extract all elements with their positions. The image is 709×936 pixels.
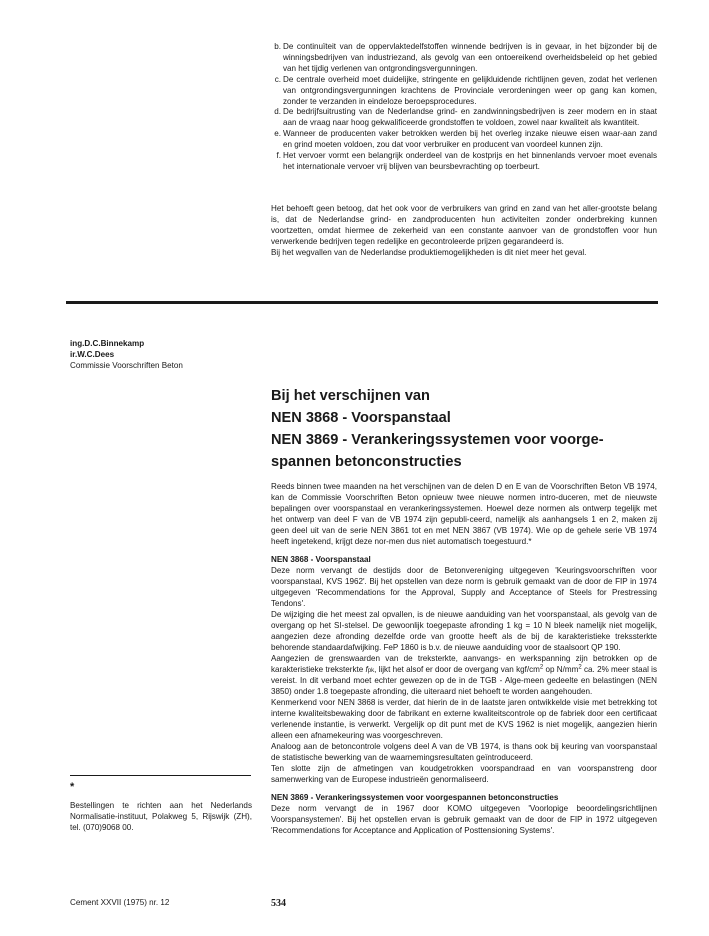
list-marker: f.	[276, 151, 281, 161]
list-item	[271, 75, 657, 108]
list-item-text: Het vervoer vormt een belangrijk onderdeel van de kostprijs en het binnenlands vervoer moet evenals het internationale vervoer vrij blijven van beursbevrachting op toerbeurt.	[283, 151, 657, 171]
section-divider	[66, 301, 658, 304]
page-number: 534	[271, 898, 286, 909]
paragraph-last-line: Bij het wegvallen van de Nederlandse produktiemogelijkheden is dit niet meer het geval.	[271, 247, 587, 257]
journal-citation: Cement XXVII (1975) nr. 12	[70, 898, 170, 907]
text-run: Aangezien de grenswaarden van de treksterkte, aanvangs- en werkspanning zijn betrokken op de karakteristieke treksterkte	[271, 653, 657, 674]
superscript: 2	[578, 663, 582, 670]
text-run: ca. 2% meer staal is vereist. In dit verband moet echter gewezen op de in de TGB - Alge-meen gedeelte en belastingen (NEN 3850) onder 1.8 toegepaste afronding, die uiteraard niet behoeft te worden aangehouden.	[271, 664, 657, 697]
list-item	[271, 151, 657, 173]
body-paragraph: Analoog aan de betoncontrole volgens deel A van de VB 1974, is thans ook bij keuring van voorspanstaal de statistische bewerking van de waarnemingsresultaten geïntroduceerd.	[271, 741, 657, 762]
title-line: spannen betonconstructies	[271, 454, 462, 470]
list-item-text: Wanneer de producenten vaker betrokken werden bij het overleg inzake nieuwe eisen waar-aan zand en grind moeten voldoen, zou dat voor verbruiker en producent van voordeel kunnen zijn.	[283, 129, 657, 150]
subscript: pk	[367, 667, 375, 674]
conclusions-list	[271, 42, 657, 173]
section-heading: NEN 3868 - Voorspanstaal	[271, 555, 371, 565]
paragraph-text: Het behoeft geen betoog, dat het ook voor de verbruikers van grind en zand van het aller-grootste belang is, dat de Nederlandse grind- en zandproducenten hun activiteiten zonder onderbreking kunnen voortzetten, omdat hiermee de zekerheid van een constante aanvoer van de grondstoffen voor hun verwerkende bedrijven tegen redelijke en gecontroleerde prijzen gegarandeerd is.	[271, 204, 657, 246]
list-item-text: De continuïteit van de oppervlaktedelfstoffen winnende bedrijven is in gevaar, in het bijzonder bij de winningsbedrijven van industriezand, als gevolg van een ontoereikend overheidsbeleid op het gebied van het tijdig verlenen van ontgrondingsvergunningen.	[283, 42, 657, 73]
body-paragraph	[271, 654, 657, 699]
list-marker: c.	[274, 74, 281, 84]
list-item-text: De bedrijfsuitrusting van de Nederlandse grind- en zandwinningsbedrijven is zeer modern en in staat aan de vraag naar hoog gekwalificeerde grondstoffen te voldoen, zowel naar kwaliteit als kwantiteit.	[283, 107, 657, 128]
list-item	[271, 107, 657, 129]
title-line: NEN 3868 - Voorspanstaal	[271, 410, 451, 426]
body-paragraph: Reeds binnen twee maanden na het verschijnen van de delen D en E van de Voorschriften Beton VB 1974, kan de Commissie Voorschriften Beton opnieuw twee nieuwe normen intro-duceren, met de nieuwste bepalingen over voorspanstaal en verankeringssystemen. Hoewel deze normen als ontwerp tegelijk met het ontwerp van deel F van de VB 1974 zijn gepubli-ceerd, namelijk als aanhangsels 1 en 2, maken zij geen deel uit van de serie NEN 3861 tot en met NEN 3867 (VB 1974). Wie op de gehele serie VB 1974 heeft ingetekend, krijgt deze nor-men dus niet automatisch toegestuurd.*	[271, 482, 657, 546]
author-name: ing.D.C.Binnekamp	[70, 339, 145, 348]
list-marker: d.	[274, 107, 281, 117]
article-body	[271, 482, 657, 837]
list-item	[271, 129, 657, 151]
footnote-divider	[70, 775, 251, 776]
superscript: 2	[539, 663, 544, 670]
body-paragraph: Deze norm vervangt de destijds door de Betonvereniging uitgegeven 'Keuringsvoorschriften voor voorspanstaal, KVS 1962'. Bij het opstellen van deze norm is gebruik gemaakt van de door de FIP in 1974 uitgegeven 'Recommendations for the Approval, Supply and Acceptance of Steels for Prestressing Tendons'.	[271, 566, 657, 609]
author-affiliation: Commissie Voorschriften Beton	[70, 361, 183, 370]
symbol: f	[365, 664, 368, 674]
closing-paragraph	[271, 204, 657, 259]
body-paragraph: Deze norm vervangt de in 1967 door KOMO uitgegeven 'Voorlopige beoordelingsrichtlijnen Voorspansystemen'. Bij het opstellen ervan is gebruik gemaakt van de door de FIP in 1972 uitgegeven 'Recommendations for Acceptance and Application of Posttensioning Systems'.	[271, 804, 657, 836]
list-item	[271, 42, 657, 75]
author-name: ir.W.C.Dees	[70, 350, 115, 359]
section-heading: NEN 3869 - Verankeringssystemen voor voorgespannen betonconstructies	[271, 793, 559, 803]
list-marker: e.	[274, 129, 281, 139]
text-run: , lijkt het alsof er door de overgang van kgf/cm	[374, 664, 540, 674]
title-line: NEN 3869 - Verankeringssystemen voor voorge-	[271, 432, 604, 448]
list-item-text: De centrale overheid moet duidelijke, stringente en gelijkluidende richtlijnen geven, zodat het verlenen van ontgrondingsvergunningen krachtens de Provinciale verordeningen weer op gang kan komen, zonder te verzanden in eindeloze beroepsprocedures.	[283, 74, 657, 106]
list-marker: b.	[274, 42, 281, 51]
body-paragraph: Kenmerkend voor NEN 3868 is verder, dat hierin de in de laatste jaren ontwikkelde visie met betrekking tot interne kwaliteitsbewaking door de fabrikant en externe kwaliteitscontrole op de fabriek door een certificaat verlenende instantie, is verwerkt. Vergelijk op dit punt met de KVS 1962 is niet mogelijk, aangezien hierin alleen een afnamekeuring was voorgeschreven.	[271, 698, 657, 740]
body-paragraph: De wijziging die het meest zal opvallen, is de nieuwe aanduiding van het voorspanstaal, als gevolg van de overgang op het SI-stelsel. De gewoonlijk toegepaste afronding 1 kg = 10 N bleek namelijk niet mogelijk, aangezien deze afronding dezelfde orde van grootte heeft als de bij de karakteristieke trekssterkte behorende standaardafwijking. FeP 1860 is b.v. de nieuwe aanduiding voor de staalsoort QP 190.	[271, 609, 657, 652]
author-block	[70, 338, 183, 371]
article-title	[271, 385, 671, 473]
body-paragraph: Ten slotte zijn de afmetingen van koudgetrokken voorspandraad en van voorspanstreng door samenwerking van de Europese industrieën genormaliseerd.	[271, 763, 657, 784]
text-run: op N/mm	[543, 664, 579, 674]
footnote-text: Bestellingen te richten aan het Nederlands Normalisatie-instituut, Polakweg 5, Rijswijk (ZH), tel. (070)9068 00.	[70, 801, 252, 832]
footnote-marker: *	[70, 781, 75, 793]
title-line: Bij het verschijnen van	[271, 388, 430, 404]
